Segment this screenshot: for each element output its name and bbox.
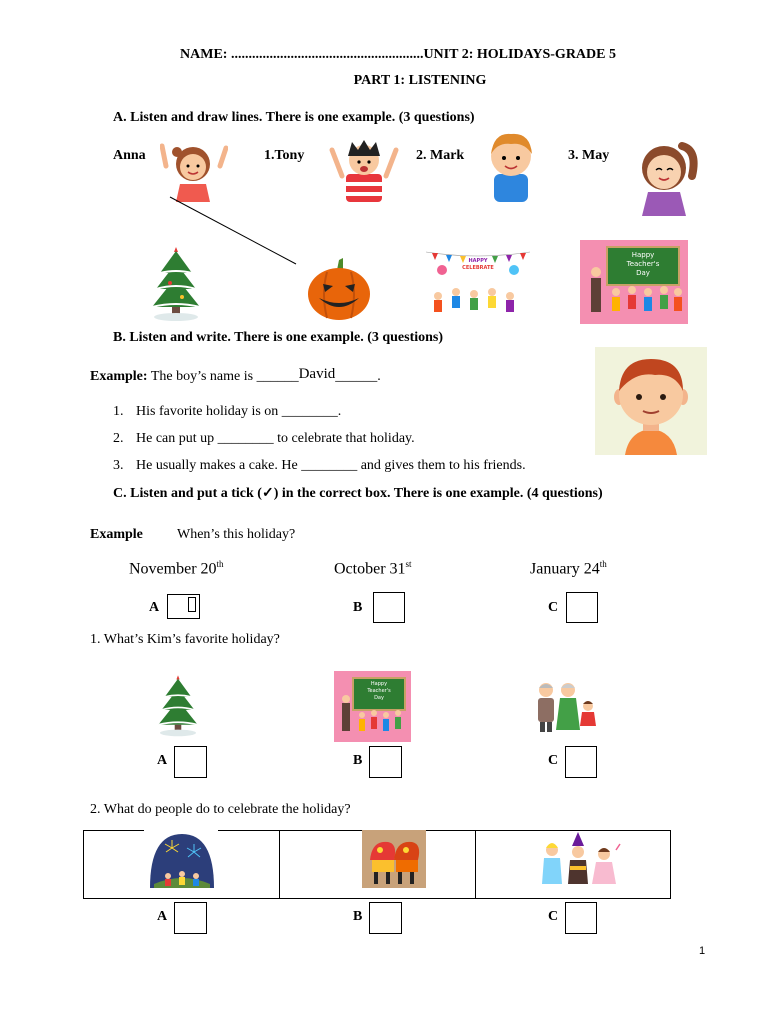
example-text-after: ______. (335, 369, 381, 384)
date-b-sup: st (405, 559, 412, 569)
date-c-main: January 24 (530, 560, 600, 578)
example-answer: David (298, 366, 336, 382)
teachers-sign-text-1: Happy (631, 251, 655, 259)
q2-lion-dance-image (362, 830, 426, 888)
name-unit-line: NAME: .......................................................UNIT 2: HOLIDAYS-GRADE 5 (180, 47, 616, 62)
q1-letter-b: B (353, 753, 363, 768)
q2-costumes-image (538, 830, 622, 888)
birthday-sign-text-1: HAPPY (468, 258, 488, 264)
q1-teachers-sign-text-1: Happy (370, 681, 388, 687)
teachers-sign-text-2: Teacher's (626, 260, 660, 268)
q1-letter-a: A (157, 753, 168, 768)
q1-christmas-tree-image (155, 672, 201, 738)
q1-teachers-sign-text-3: Day (374, 695, 384, 701)
birthday-party-image (426, 246, 530, 322)
q2-letter-b: B (353, 909, 363, 924)
q2-fireworks-image (148, 832, 216, 888)
anna-girl-image (160, 138, 228, 204)
q2-letter-a: A (157, 909, 168, 924)
date-a-sup: th (216, 559, 224, 569)
christmas-tree-image (148, 243, 204, 323)
may-girl-image (634, 136, 698, 218)
section-b-example (90, 368, 381, 385)
question-2: 2. What do people do to celebrate the holiday? (90, 802, 351, 817)
person-label-anna: Anna (113, 148, 146, 163)
q2-letter-c: C (548, 909, 559, 924)
q1-checkbox-b[interactable] (369, 746, 402, 778)
date-a-main: November 20 (129, 560, 217, 578)
part-title: PART 1: LISTENING (353, 73, 487, 88)
ex-checkbox-b[interactable] (373, 592, 405, 623)
q2-checkbox-b[interactable] (369, 902, 402, 934)
date-b-main: October 31 (334, 560, 406, 578)
q2-checkbox-a[interactable] (174, 902, 207, 934)
ex-letter-b: B (353, 600, 363, 615)
person-label-mark: 2. Mark (416, 148, 465, 163)
pumpkin-image (305, 256, 373, 322)
b-item-3-text: He usually makes a cake. He ________ and gives them to his friends. (136, 458, 526, 473)
date-option-b (334, 559, 412, 578)
person-label-may: 3. May (568, 148, 610, 163)
q1-letter-c: C (548, 753, 559, 768)
q1-family-image (530, 678, 600, 734)
date-c-sup: th (599, 559, 607, 569)
section-a-title: A. Listen and draw lines. There is one example. (3 questions) (113, 110, 475, 125)
b-item-2-text: He can put up ________ to celebrate that holiday. (136, 431, 415, 446)
david-boy-image (595, 347, 707, 455)
section-b-title: B. Listen and write. There is one example. (3 questions) (113, 330, 444, 345)
b-item-1-num: 1. (113, 404, 124, 419)
teachers-sign-text-3: Day (636, 269, 650, 277)
mark-boy-image (484, 130, 538, 206)
q1-teachers-sign-text-2: Teacher's (367, 688, 391, 694)
example-label: Example: (90, 369, 148, 384)
q1-teachers-day-image (334, 671, 411, 742)
tony-boy-image (328, 136, 400, 208)
b-item-1-text: His favorite holiday is on ________. (136, 404, 342, 419)
c-example-question: When’s this holiday? (177, 527, 296, 542)
ex-checkbox-c[interactable] (566, 592, 598, 623)
q2-checkbox-c[interactable] (565, 902, 597, 934)
person-label-tony: 1.Tony (264, 148, 305, 163)
b-item-2-num: 2. (113, 431, 124, 446)
ex-checkbox-a[interactable] (167, 594, 200, 619)
section-c-title: C. Listen and put a tick (✓) in the correct box. There is one example. (4 questions) (113, 486, 603, 501)
ex-letter-a: A (149, 600, 160, 615)
ex-letter-c: C (548, 600, 559, 615)
page-number: 1 (699, 945, 706, 957)
tick-mark-placeholder (188, 597, 196, 612)
b-item-3-num: 3. (113, 458, 124, 473)
question-1: 1. What’s Kim’s favorite holiday? (90, 632, 280, 647)
example-text-before: The boy’s name is ______ (150, 369, 299, 384)
c-example-label: Example (90, 527, 143, 542)
teachers-day-image (580, 240, 688, 324)
q1-checkbox-c[interactable] (565, 746, 597, 778)
q1-checkbox-a[interactable] (174, 746, 207, 778)
date-option-a (129, 559, 224, 578)
date-option-c (530, 559, 607, 578)
birthday-sign-text-2: CELEBRATE (462, 265, 494, 271)
